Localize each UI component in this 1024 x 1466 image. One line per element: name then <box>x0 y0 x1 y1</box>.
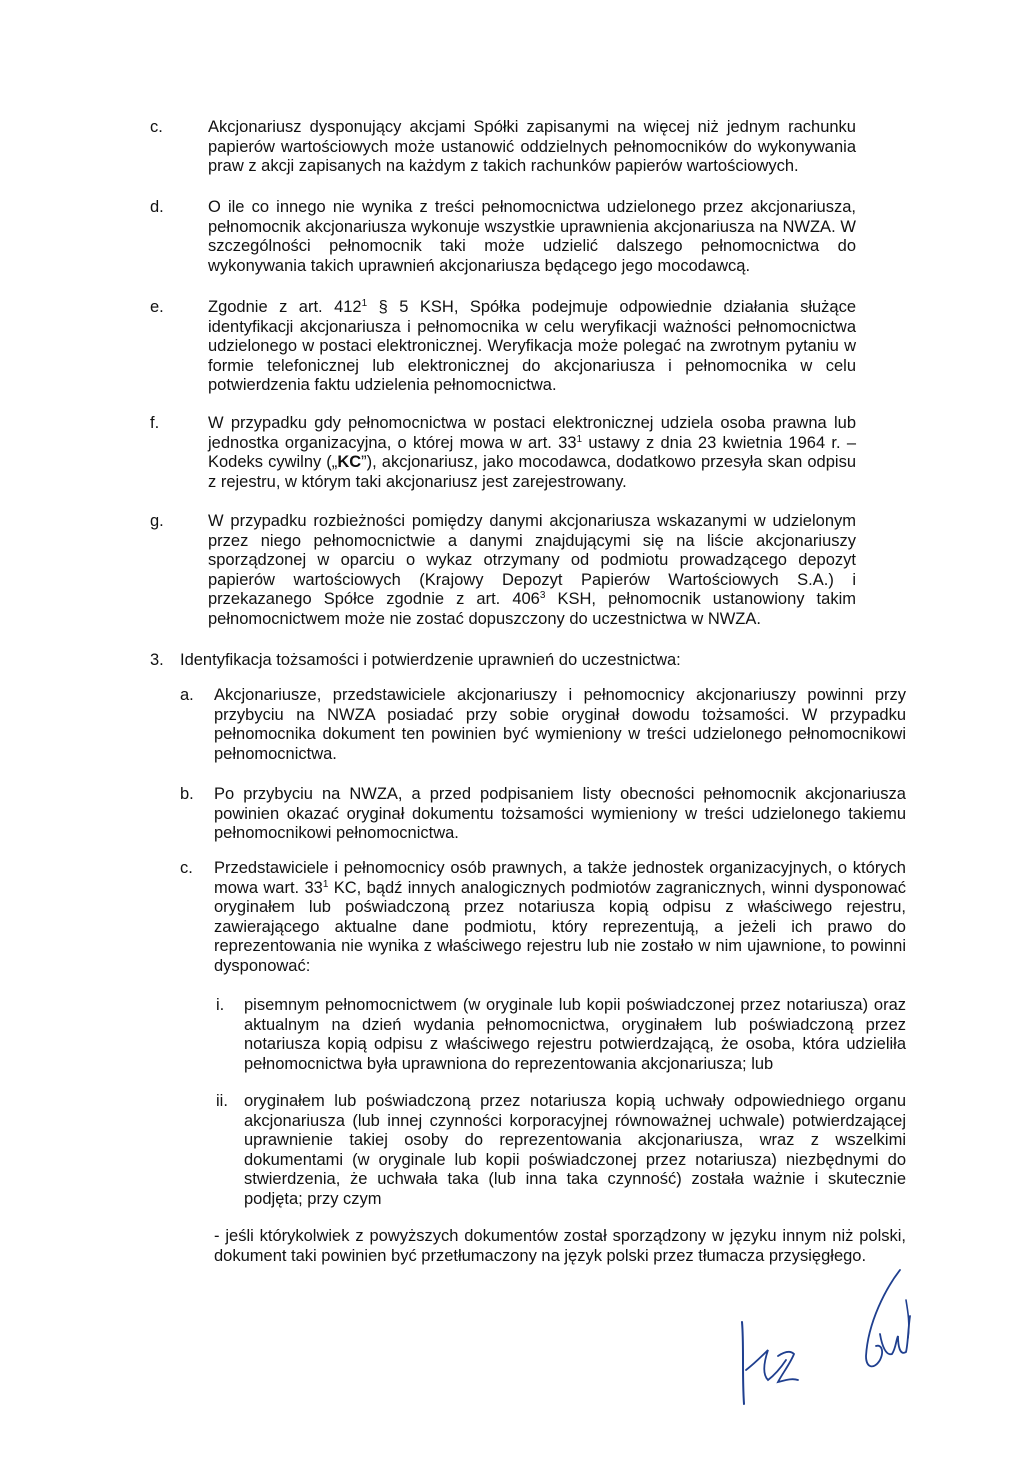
signature-left <box>728 1300 818 1410</box>
list-marker: b. <box>180 785 194 803</box>
list-item-text: O ile co innego nie wynika z treści pełnomocnictwa udzielonego przez akcjonariusza, pełnomocnik akcjonariusza wykonuje wszystkie uprawnienia akcjonariusza na NWZA. W szczególności pełnomocnik taki może udzielić dalszego pełnomocnictwa do wykonywania takich uprawnień akcjonariusza będącego jego mocodawcą. <box>208 198 856 275</box>
list-marker: d. <box>150 198 164 216</box>
list-item-text: Po przybyciu na NWZA, a przed podpisaniem listy obecności pełnomocnik akcjonariusza powinien okazać oryginał dokumentu tożsamości wymieniony w treści udzielonego takiemu pełnomocnikowi pełnomocnictwa. <box>214 785 906 843</box>
list-marker: e. <box>150 298 164 316</box>
list-item-text: Zgodnie z art. $412^1$ § 5 KSH, Spółka podejmuje odpowiednie działania służące identyfikacji akcjonariusza i pełnomocnika w celu weryfikacji ważności pełnomocnictwa udzielonego w postaci elektronicznej. Weryfikacja może polegać na zwrotnym pytaniu w formie telefonicznej lub elektronicznej do akcjonariusza i pełnomocnika w celu potwierdzenia faktu udzielenia pełnomocnictwa. <box>208 298 857 395</box>
list-item-text: Akcjonariusz dysponujący akcjami Spółki zapisanymi na więcej niż jednym rachunku papierów wartościowych może ustanowić oddzielnych pełnomocników do wykonywania praw z akcji zapisanych na każdym z takich rachunków papierów wartościowych. <box>208 118 856 176</box>
list-item-text: pisemnym pełnomocnictwem (w oryginale lub kopii poświadczonej przez notariusza) oraz aktualnym na dzień wydania pełnomocnictwa, oryginałem lub poświadczoną przez notariusza kopią odpisu z właściwego rejestru potwierdzającą, że osoba, która udzieliła pełnomocnictwa była uprawniona do reprezentowania akcjonariusza; lub <box>244 996 906 1073</box>
section-number: 3. <box>150 651 164 669</box>
list-marker: i. <box>216 996 225 1014</box>
list-item-text: W przypadku rozbieżności pomiędzy danymi akcjonariusza wskazanymi w udzielonym przez niego pełnomocnictwie a danymi znajdującymi się na liście akcjonariuszy sporządzonej w oparciu o wykaz otrzymany od podmiotu prowadzącego depozyt papierów wartościowych (Krajowy Depozyt Papierów Wartościowych S.A.) i przekazanego Spółce zgodnie z art. $406^3$ KSH, pełnomocnik ustanowiony takim pełnomocnictwem może nie zostać dopuszczony do uczestnictwa w NWZA. <box>208 512 856 628</box>
list-marker: g. <box>150 512 164 530</box>
list-item-text: Akcjonariusze, przedstawiciele akcjonariuszy i pełnomocnicy akcjonariuszy powinni przy przybyciu na NWZA posiadać przy sobie oryginał dowodu tożsamości. W przypadku pełnomocnika dokument ten powinien być wymieniony w treści udzielonego pełnomocnikowi pełnomocnictwa. <box>214 686 906 763</box>
list-marker: c. <box>180 859 193 877</box>
list-marker: f. <box>150 414 160 432</box>
list-marker: c. <box>150 118 163 136</box>
closing-note-text: - jeśli którykolwiek z powyższych dokumentów został sporządzony w języku innym niż polski, dokument taki powinien być przetłumaczony na język polski przez tłumacza przysięgłego. <box>214 1227 906 1265</box>
section-heading-text: Identyfikacja tożsamości i potwierdzenie uprawnień do uczestnictwa: <box>180 651 681 669</box>
list-item-text: W przypadku gdy pełnomocnictwa w postaci elektronicznej udziela osoba prawna lub jednostka organizacyjna, o której mowa w art. $33^1$ ustawy z dnia 23 kwietnia 1964 r. – Kodeks cywilny („KC”), akcjonariusz, jako mocodawca, dodatkowo przesyła skan odpisu z rejestru, w którym taki akcjonariusz jest zarejestrowany. <box>208 414 857 491</box>
list-marker: a. <box>180 686 194 704</box>
list-marker: ii. <box>216 1092 228 1110</box>
list-item-text: oryginałem lub poświadczoną przez notariusza kopią uchwały odpowiedniego organu akcjonariusza (lub innej czynności korporacyjnej równoważnej uchwale) potwierdzającej uprawnienie takiej osoby do reprezentowania akcjonariusza, wraz z wszelkimi dokumentami (w oryginale lub kopii poświadczonej przez notariusza) niezbędnymi do stwierdzenia, że uchwała taka (lub inna taka czynność) została ważnie i skutecznie podjęta; przy czym <box>244 1092 906 1208</box>
list-item-text: Przedstawiciele i pełnomocnicy osób prawnych, a także jednostek organizacyjnych, o których mowa wart. $33^1$ KC, bądź innych analogicznych podmiotów zagranicznych, winni dysponować oryginałem lub poświadczoną przez notariusza kopią odpisu z właściwego rejestru, zawierającego aktualne dane podmiotu, który reprezentują, a jeżeli ich prawo do reprezentowania nie wynika z właściwego rejestru lub nie zostało w nim ujawnione, to powinni dysponować: <box>214 859 906 975</box>
signature-right <box>846 1264 926 1384</box>
